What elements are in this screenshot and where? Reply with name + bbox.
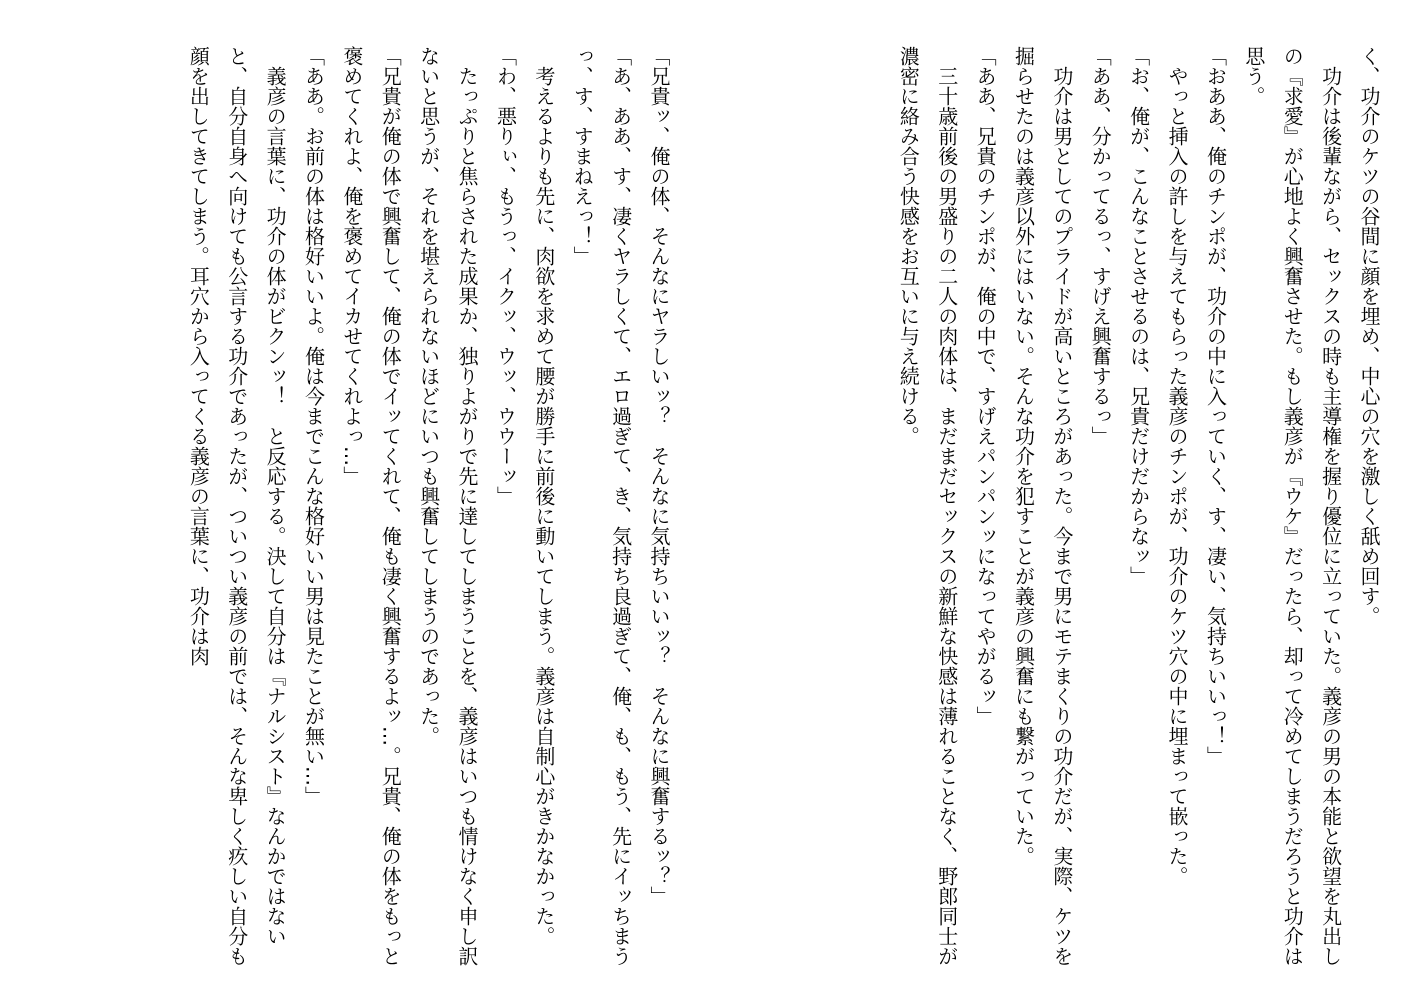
paragraph: 考えるよりも先に、肉欲を求めて腰が勝手に前後に動いてしまう。義彦は自制心がきかなかった。 bbox=[531, 46, 556, 946]
paragraph: 「ああ、兄貴のチンポが、俺の中で、すげえパンパンッになってやがるッ」 bbox=[973, 46, 998, 726]
paragraph: 「おああ、俺のチンポが、功介の中に入っていく、す、凄い、気持ちいいっ！」 bbox=[1203, 46, 1228, 766]
paragraph: 「わ、悪りぃ、もうっ、イクッ、ウッ、ウウーッ」 bbox=[493, 46, 518, 506]
paragraph: 「兄貴が俺の体で興奮して、俺の体でイッてくれて、俺も凄く興奮するよッ…。兄貴、俺の体をもっと褒めてくれよ、俺を褒めてイカせてくれよっ…」 bbox=[339, 46, 403, 966]
paragraph: 「ああ。お前の体は格好いいよ。俺は今までこんな格好いい男は見たことが無い…」 bbox=[301, 46, 326, 806]
paragraph: く、功介のケツの谷間に顔を埋め、中心の穴を激しく舐め回す。 bbox=[1357, 46, 1381, 626]
left-page-text bbox=[58, 46, 678, 966]
paragraph: やっと挿入の許しを与えてもらった義彦のチンポが、功介のケツ穴の中に埋まって嵌った。 bbox=[1165, 46, 1190, 886]
paragraph: 「ああ、分かってるっ、すげえ興奮するっ」 bbox=[1088, 46, 1113, 446]
paragraph: 「お、俺が、こんなことさせるのは、兄貴だけだからなッ」 bbox=[1126, 46, 1151, 586]
paragraph: 三十歳前後の男盛りの二人の肉体は、まだまだセックスの新鮮な快感は薄れることなく、野郎同士が濃密に絡み合う快感をお互いに与え続ける。 bbox=[896, 46, 959, 966]
paragraph: 義彦の言葉に、功介の体がビクンッ！ と反応する。決して自分は『ナルシスト』なんかではないと、自分自身へ向けても公言する功介であったが、ついつい義彦の前では、そんな卑しく疚しい自分も顔を出してきてしまう。耳穴から入ってくる義彦の言葉に、功介は肉 bbox=[186, 46, 288, 966]
paragraph: 「あ、ああ、す、凄くヤラしくて、エロ過ぎて、き、気持ち良過ぎて、俺、も、もう、先にイッちまうっ、す、すまねえっ！」 bbox=[570, 46, 633, 966]
paragraph: 功介は男としてのプライドが高いところがあった。今まで男にモテまくりの功介だが、実際、ケツを掘らせたのは義彦以外にはいない。そんな功介を犯すことが義彦の興奮にも繋がっていた。 bbox=[1011, 46, 1074, 966]
right-page-text bbox=[756, 46, 1388, 966]
paragraph: たっぷりと焦らされた成果か、独りよがりで先に達してしまうことを、義彦はいつも情けなく申し訳ないと思うが、それを堪えられないほどにいつも興奮してしまうのであった。 bbox=[416, 46, 480, 966]
paragraph: 功介は後輩ながら、セックスの時も主導権を握り優位に立っていた。義彦の男の本能と欲望を丸出しの『求愛』が心地よく興奮させた。もし義彦が『ウケ』だったら、却って冷めてしまうだろうと功介は思う。 bbox=[1241, 46, 1343, 966]
paragraph: 「兄貴ッ、俺の体、そんなにヤラしいッ？ そんなに気持ちいいッ？ そんなに興奮するッ？」 bbox=[647, 46, 671, 906]
